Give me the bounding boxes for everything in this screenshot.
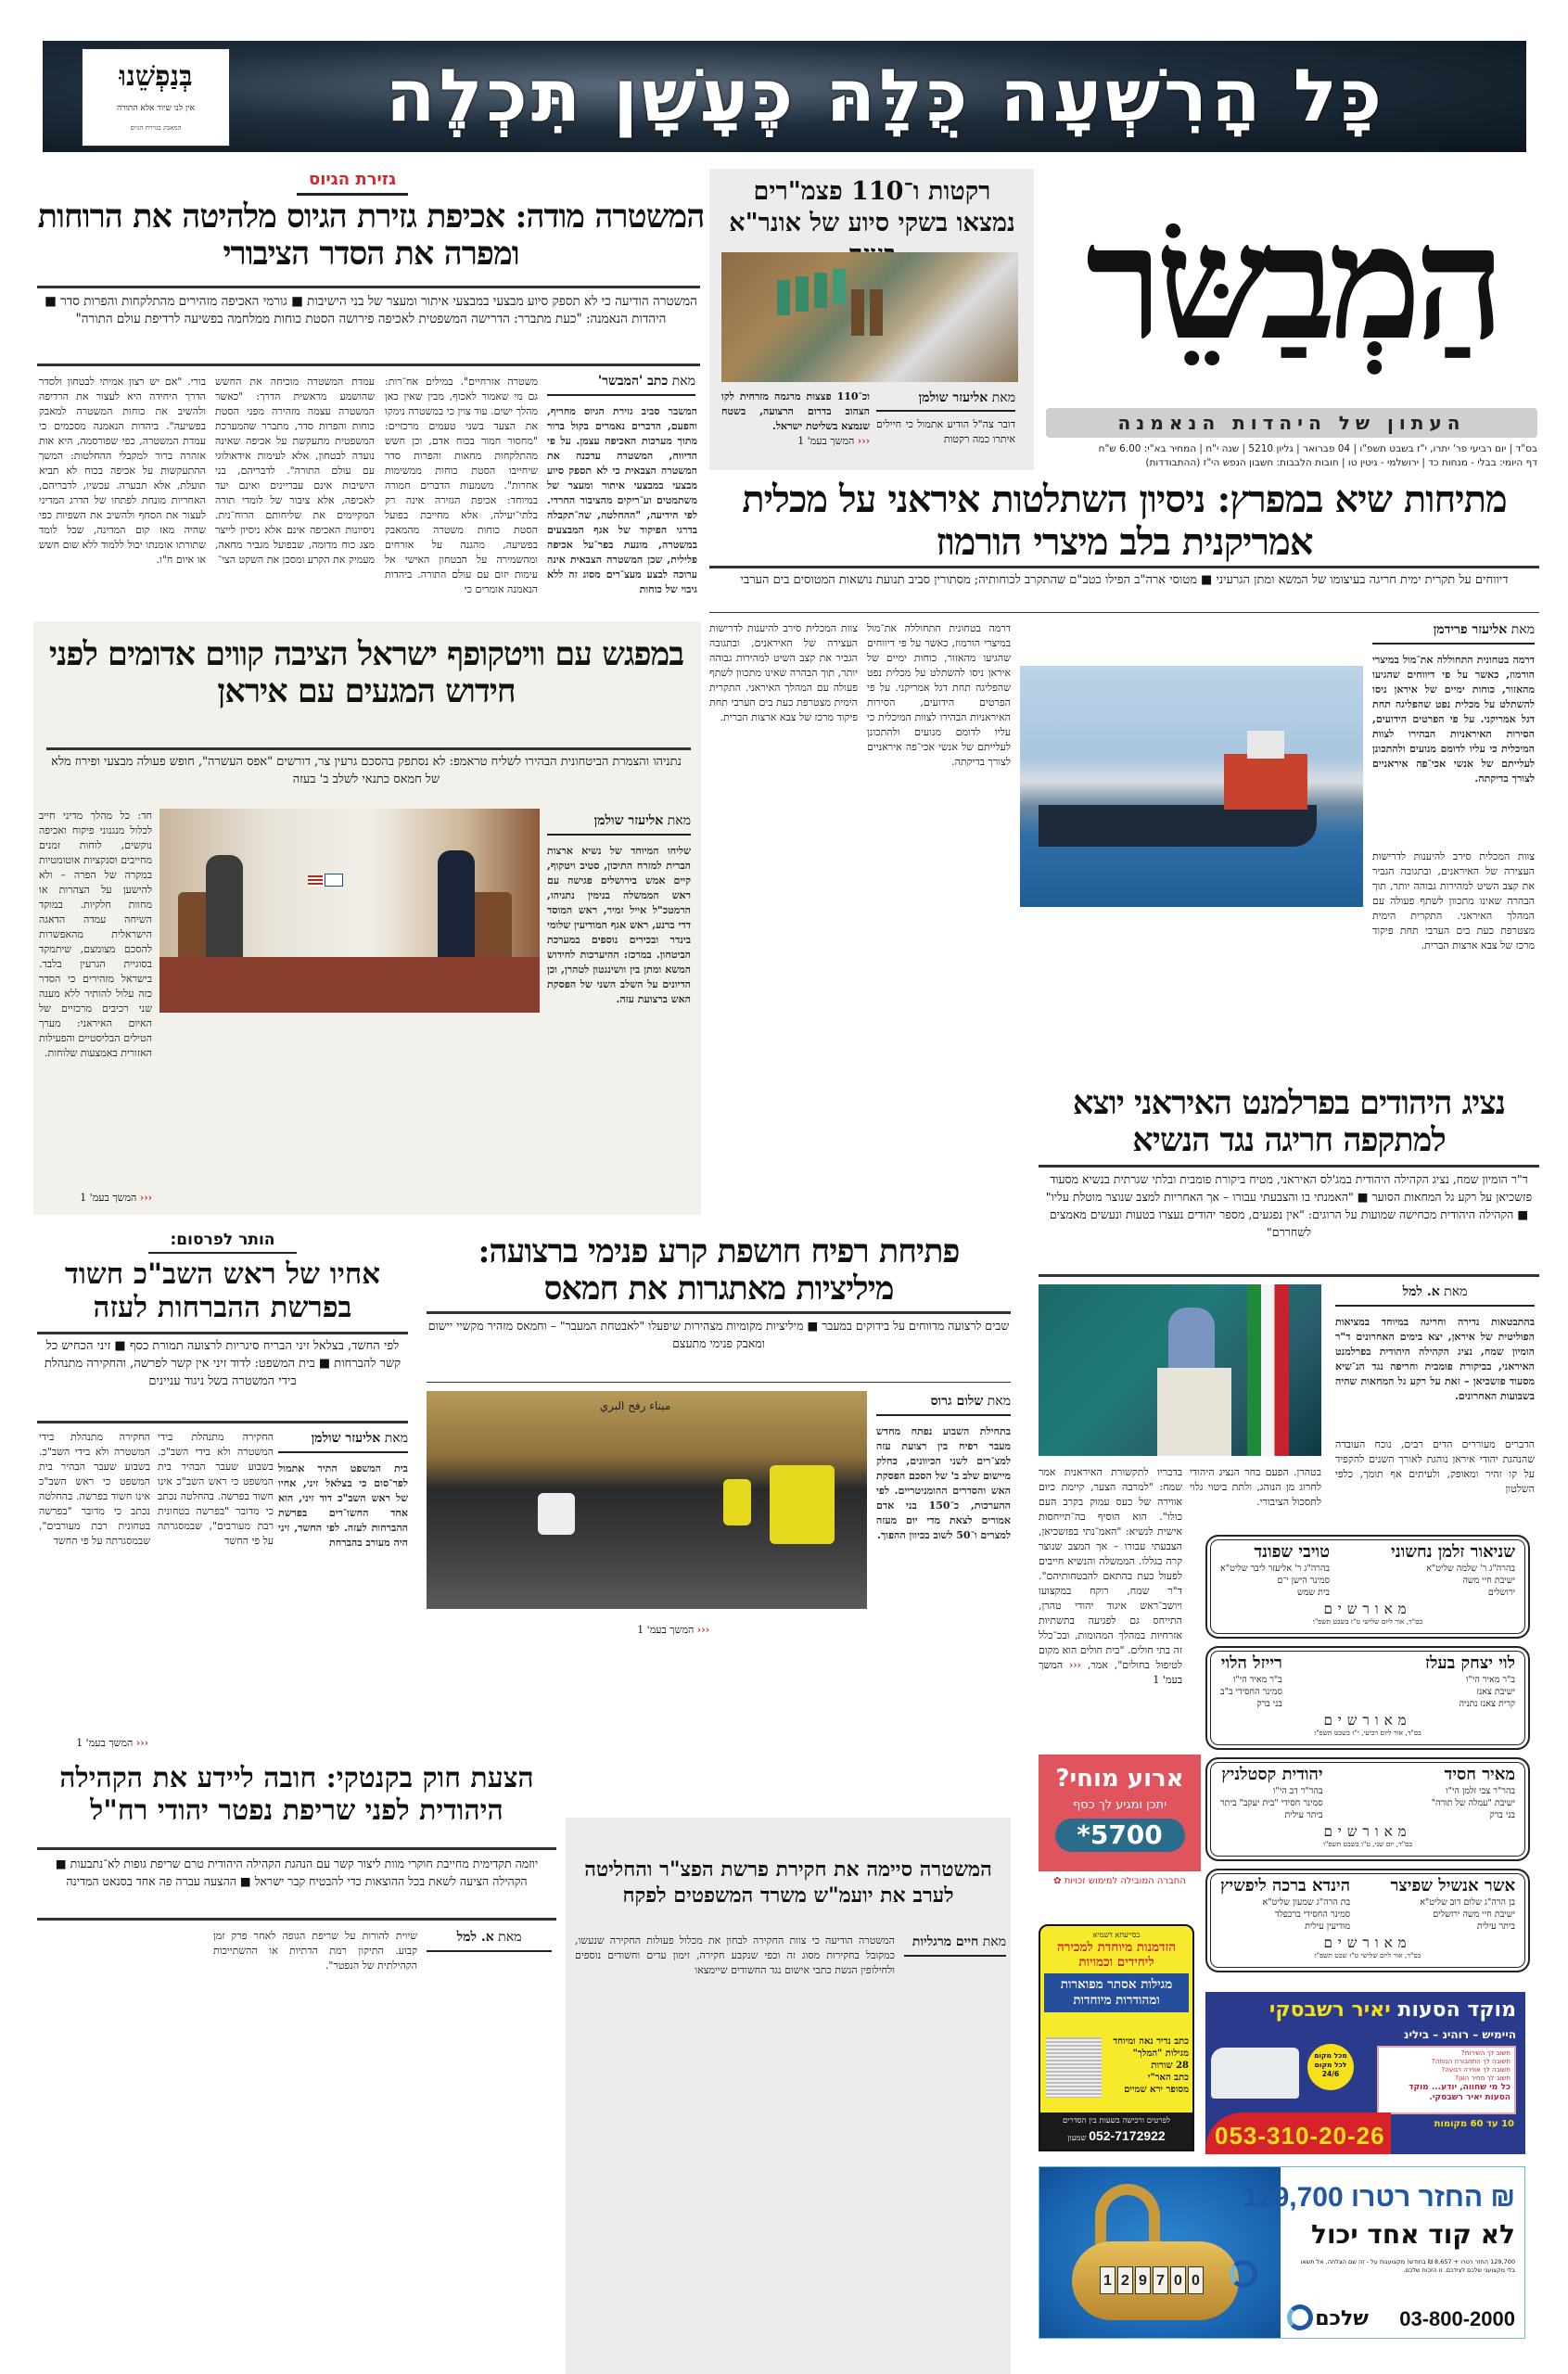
notice-label: מאורשים [1323,1601,1412,1617]
scroll-sample-image [1046,2037,1102,2098]
notice-line: ישיבת חיי משה [1462,1576,1515,1586]
divider [37,286,700,288]
continued-label: המשך בעמ' 1 [80,1192,137,1204]
notice-groom [1391,1542,1515,1599]
notice-bride [1220,1765,1323,1821]
notice-label: מאורשים [1323,1934,1412,1951]
rafah-byline [876,1393,1011,1416]
ad-title-name: יאיר רשבסקי [1268,1998,1391,2022]
notice-line: סמינר הישן י־ם [1277,1576,1331,1586]
divider [709,566,1539,568]
iran-parliament-headline[interactable]: נציג היהודים בפרלמנט האיראני יוצא למתקפה חריגה נגד הנשיא [1072,1084,1506,1159]
ad-title-prefix: מוקד הסעות [1397,1998,1516,2022]
rafah-headline[interactable]: פתיחת רפיח חושפת קרע פנימי ברצועה: מיליציות מאתגרות את חמאס [478,1232,960,1308]
banner-logo-name: בְּנַפְשֵׁנוּ [119,60,193,93]
kentucky-subhead: יוזמה תקדימית מחייבת חוקרי מוות ליצור קשר עם הנהגת הקהילה היהודית טרם שריפת גופות לא־נתבעות ■ הקהילה הציעה לשאת בכל ההוצאות כדי להבטיח קבר ישראל ■ ההצעה עברה פה אחד בסנאט המדינה [55,1857,539,1888]
probe-headline[interactable]: המשטרה סיימה את חקירת פרשת הפצ"ר והחליטה לערב את יועמ"ש משרד המשפטים לפקח [584,1857,992,1908]
divider [37,1421,408,1423]
notice-groom [1425,1653,1515,1710]
divider [37,1918,556,1921]
ad-phone: 053-310-20-26 [1215,2122,1385,2150]
notice-date: בס"ד, אור ליום שלישי ט"ז שבט תשפ"ו [1314,1951,1421,1959]
witkoff-headline[interactable]: במפגש עם וויטקופף ישראל הציבה קווים אדומים לפני חידוש המגעים עם איראן [48,635,684,710]
iran-parliament-lede: בהתבטאות נדירה וחריגה במיוחד במציאות הפוליטית של איראן, יצא בימים האחרונים ד"ר הומיון שמח, נציג הקהילה היהודית בפרלמנט האיראני, בביקורת פומבית וחריפה נגד הנ־שיא מסעוד פזשכיאן – זאת על רקע גל המחאות שהיה בשבועות האחרונים. [1335,1316,1535,1402]
gaza-body-right: דובר צה"ל הודיע אתמול כי חיילים איתרו כמה רקטות [876,418,1015,445]
notice-line: בני ברק [1489,1810,1515,1820]
dial-digit: 1 [1100,2266,1115,2294]
rafah-lede: בתחילת השבוע נפתח מחדש מעבר רפיח בין רצועת עזה למצ־רים לשני הכיוונים, כחלק מיישום שלב ב' של הסכם הפסקת האש והסדרים ההומניטריים. לפי ההערכות, כ־150 בני אדם אמורים לצאת מדי יום מעזה למצרים ו־50 לשוב בכיוון ההפוך. [876,1425,1011,1541]
ad-headline: הזדמנות מיוחדת למכירה ליחידים וכמויות [1056,1940,1177,1970]
draft-column-2: משטרה אזרחיים". במילים אח־רות: גם מי שאמור לאכוף, מבין שאין כאן מהלך ישים. עוד צוין כי במשטרה נימקו את הצעד בשני טעמים מרכזיים: "מחסור חמור בכוח אדם, וכן חשש מהתלקחות מחאות והפרות סדר שיחייבו הסטת כוחות ממשימות אחרות". משמעות הדברים חמורה במיוחד: אכיפת הגזירה אינה רק בלתי־יעילה, אלא מחייבת בפועל הסטת כוחות משטרה מהמאבק בפשיעה, מהגנה על אזרחים ומהשמירה על הבטחון האישי אל עימות יזום עם עולם התורה. ביהדות הנאמנה אומרים כי [385,376,538,595]
draft-column-3: עמדת המשטרה מוכיחה את החשש שהושמע מראשית הדרך: "כאשר המשטרה עצמה מזהירה מפני הסטת כוחות והפרות סדר, מתברר שהמערכת המשפטית מתעקשת על אכיפה שאינה נועדה לבטחון, אלא לעימות אידאולוגי עם עולם התורה". לדבריהם, בני הישיבות אינם עבריינים ואינם יעד לאכיפה, אלא ציבור של לומדי תורה המקיימים את שליחותם הרוח־נית. ניסיונות האכיפה אינם אלא ניסיון לייצר מצג כוח מדומה, שבפועל מגביר מחאה, מעמיק את הקרע ומסכן את השקט הצי־ [215,376,375,566]
ambulance [538,1493,575,1535]
ad-phone: 052-7172922 [1089,2128,1166,2143]
ad-line: יתכן ומגיע לך כסף [1072,1798,1167,1812]
draft-column-1: המשבר סביב גזירת הגיוס מחריף, והפעם, הדברים נאמרים בקול ברור מתוך מערכות האכיפה עצמן. על פי הדיווח, המשטרה עדכנה את המשטרה הצבאית כי לא תספק סיוע מבצעי במבצעי איתור ומעצר של משתמטים וע־ריקים מהציבור החרדי. לפי הידיעה, "ההחלטה, שה־תקבלה בדרגי הפיקוד של אגף המבצעים במשטרה, מונעת בפר־על אכיפה פלילית, שכן המשטרה הצבאית אינה ערוכה לבצע מעצ־רים מסוג זה ללא גיבוי של כוחות [547,405,697,595]
shabak-kicker: הותר לפרסום: [170,1231,275,1249]
ad-slogan: לא קוד אחד יכול [1311,2219,1515,2250]
notice-line: ביתר עילית [1476,1921,1515,1932]
continued-label: המשך בעמ' 1 [1039,1659,1182,1686]
dial-digit: 7 [1153,2266,1168,2294]
ad-fine-print: 129,700 החזר רטרו + 8,657 ₪ בחודש! מקצוענות על - זה שם הצלחה. אל תשאו בלי מקצועני שלכם לצידכם. זו הזכות שלכם. [1300,2258,1515,2274]
rafah-crossing-photo [427,1391,867,1609]
iran-parliament-body-3 [1039,1465,1182,1743]
notice-name: לוי יצחק בעלז [1424,1653,1515,1673]
notice-label: מאורשים [1323,1712,1412,1729]
photo-detail [833,269,846,304]
ad-feature: 28 שורות [1151,2061,1189,2071]
notice-line: ביתר עילית [1284,1810,1323,1820]
byline-name: שלום גרוס [930,1394,984,1409]
ad-blue-band: מגילות אסתר מפוארות ומהודרות מיוחדות [1044,1973,1189,2012]
witkoff-netanyahu-photo [159,809,540,1013]
ad-question: חשובה לך התחבורה הנוחה? [1432,2058,1511,2065]
witkoff-body-left: חד: כל מהלך מדיני חייב לכלול מנגנוני פיקוח ואכיפה נוקשים, לוחות זמנים מחייבים וסנקציות אוטומטיות במקרה של הפרה – ולא להישען על הצהרות או מחוות חלקיות. במוקד השיחה עמדה הדאגה הישראלית מהאפשרות להסכם מצומצם, שיתמקד בסוגיית הגרעין בלבד. בישראל מזהירים כי הסדר כזה עלול להותיר ללא מענה שני רכיבים מרכזיים של האיום האיראני: מערך הטילים הבליסטיים והפעילות האזורית באמצעות שלוחות. [39,810,152,1059]
iran-parliament-subhead: ד"ר הומיון שמח, נציג הקהילה היהודית במג'לס האיראני, מטיח ביקורת פומבית ובלתי שגרתית בנשיא מסעוד פזשכיאן על רקע גל המחאות הסוער ■ "האמנתי בו והצבעתי עבורו – אך האחריות למצב שנוצר מוטלת עליו" ■ הקהילה היהודית מכחישה שמועות על הרוגים: "אין נפגעים, מספר יהודים נעצרו בטעות ונעשים מאמצים לשחררם" [1045,1172,1533,1239]
ad-shlakem[interactable] [1039,2166,1525,2339]
witkoff-subhead: נתניהו והצמרת הביטחונית הבהירו לשליח טראמפ: לא נסתפק בהסכם גרעין צר, דורשים "אפס העשרה", חופש פעולה מבצעי ופירוז מלא של חמאס כתנאי לשלב ב' בעזה [51,755,682,786]
byline-name: חיים מרגליות [911,1934,979,1949]
divider [709,612,1539,613]
banner-logo [82,48,230,147]
notice-groom [1391,1876,1516,1933]
divider [37,364,700,366]
witkoff-byline [547,812,691,836]
masthead-title: הַמְבַשֵּׂר [1085,190,1498,376]
ad-question: חשובה לך אווירה רגועה? [1441,2066,1511,2074]
notice-groom [1432,1765,1515,1821]
shabak-body: החקירה מתנהלת בידי המשטרה ולא בידי השב"כ. בשבוע שעבר הבהיר בית המשפט כי ראש השב"כ אינו חשוד בפרשה. בהחלטה נכתב כי מדובר "בפרשה בטחונית רבת מעורבים", שבמסגרתה על פי החשד [158,1431,274,1547]
engagement-notice [1205,1535,1530,1639]
draft-byline [547,373,695,396]
notice-line: ב"ר מאיר הי"ו [1232,1675,1282,1685]
notice-bride [1220,1542,1330,1599]
notice-line: בן הרה"ג שלום דוב שליט"א [1420,1897,1515,1908]
notice-line: בית שמש [1297,1588,1331,1598]
kicker-rule [297,193,408,196]
iran-parliament-body-2: בטהרן. הפעם בחר הנציג היהודי לחרוג מן הנוהג, ולתת ביטוי גלוי לתסכול הציבורי. [1190,1466,1321,1508]
banner-slogan: כָּל הָרִשְׁעָה כֻּלָּהּ כֶּעָשָׁן תִּכְלֶה [385,55,1386,138]
draft-headline[interactable]: המשטרה מודה: אכיפת גזירת הגיוס מלהיטה את הרוחות ומפרה את הסדר הציבורי [37,198,705,273]
byline-prefix: מאת [667,813,691,828]
dial-digit: 0 [1188,2266,1204,2294]
byline-prefix: מאת [384,1431,408,1446]
notice-line: בהר"ר צבי זלמן הי"ו [1446,1786,1515,1796]
masthead [1046,167,1537,403]
kicker-rule [148,1252,297,1254]
issue-info [1046,442,1537,470]
ambulance [723,1479,751,1525]
ship-superstructure [1224,754,1307,810]
ad-phone: 03-800-2000 [1399,2307,1515,2330]
photo-detail [814,273,827,308]
notice-line: מודיעין עילית [1305,1921,1351,1932]
ad-feature: כתב האר"י [1147,2073,1189,2083]
divider [37,1332,408,1334]
dial-digit: 0 [1170,2266,1186,2294]
notice-name: אשר אנשיל שפיצר [1390,1876,1515,1895]
notice-bride [1220,1653,1282,1710]
banner-logo-subline: המאבק בגזירת הגיוס [130,124,182,132]
hormuz-body-col-2: דרמה בטחונית התחוללה את־מול במיצרי הורמוז, כאשר על פי דיווחים שהגיעו מהאזור, כוחות ימיים של איראן ניסו להשתלט על מכלית נפט שהפליגה תחת דגל אמריקני. על פי הפרטים הידועים, הסירות האיראניות הבהירו לצוות המיכלית כי עליו לדומם מנועים ולהתכונן לעלייתם של אנשי אכי־פה איראניים לצורך בדיקתה. [867,622,1011,768]
body-text: בדבריו לתקשורת האיראנית אמר שמח: "למרבה הצער, קיימת כיום אווירה של כעס עמוק בקרב העם כולו". הוא הוסיף בה־תייחסות אישית לנשיא: "האמ־נתי בפזשכיאן, הצבעתי עבורו – אך המצב שנוצר קרה בגללו. הממשלה והנשיא חייבים לפעול כעת בהתאם להבטחותיהם". ד"ר שמח, רוקח במקצועו ויושב־ראש איגוד יהודי טהרן, התייחס גם לפגיעה בתשתיות אזרחיות במהלך המהומות, ובכ־כלל זה בתי חולים. "בית חולים הוא מקום לטיפול בחולים", אמר, [1039,1466,1182,1671]
iran-parliament-photo [1039,1284,1321,1456]
ad-phone-code: *5700 [1055,1819,1185,1852]
hormuz-byline [1372,621,1535,645]
draft-kicker: גזירת הגיוס [308,170,397,189]
shabak-headline[interactable]: אחיו של ראש השב"כ חשוד בפרשת ההברחות לעזה [64,1257,381,1324]
ship-bridge [1247,731,1284,759]
issue-info-line-2: דף היומי: בבלי - מנחות כד | ירושלמי - גיטין טו | חובות הלבבות: חשבון הנפש הי"ז (ההתבודדות) [1145,457,1537,468]
continued-label: המשך בעמ' 1 [797,435,855,447]
iran-flag-icon [1247,1284,1289,1456]
chevrons-icon: ‹‹‹ [139,1192,152,1204]
continued-label: המשך בעמ' 1 [76,1737,134,1749]
israel-flag-icon [325,874,343,887]
flower-icon: ✿ [1053,1876,1062,1886]
byline-prefix: מאת [1444,1284,1468,1299]
divider [1039,1274,1539,1277]
chevrons-icon: ‹‹‹ [1068,1659,1082,1671]
ambulance [770,1465,835,1544]
notice-line: ב"ר מאיר הי"ו [1466,1675,1515,1685]
photo-detail [796,276,809,312]
shabak-byline [278,1430,408,1453]
engagement-notice [1205,1757,1530,1861]
ad-badge: מכל מקום לכל מקום 24/6 [1307,2044,1354,2090]
kentucky-body: שיוית להורות על שריפת הגופה לאחר פרק זמן קבוע. התיקון רמת הדתיות או ההשתייכות הקהילתית של הנפטר". [213,1930,417,1972]
ship-hull [1039,805,1317,847]
ad-amount: 129,700 [1243,2182,1344,2213]
hormuz-lede: דרמה בטחונית התחוללה את־מול במיצרי הורמוז, כאשר על פי דיווחים שהגיעו מהאזור, כוחות ימיים של איראן ניסו להשתלט על מכלית נפט שהפליגה תחת דגל אמריקני. על פי הפרטים הידועים, הסירות האיראניות הבהירו לצוות המיכלית כי עליו לדומם מנועים ולהתכונן לעלייתם של אנשי אכי־פה איראניים לצורך בדיקתה. [1372,654,1535,785]
notice-name: מאיר חסיד [1444,1765,1515,1784]
notice-name: טויבי שפונד [1254,1542,1331,1562]
gaza-body-text: וכ־110 פצצות מרגמה מזרחית לקו הצהוב בדרום הרצועה, בשטח שנמצא בשליטת ישראל. [721,390,870,432]
ad-feature: מסופר ירא שמיים [1124,2085,1189,2095]
rafah-sign: ميناء رفح البري [599,1399,671,1412]
byline-name: כתב 'המבשר' [597,374,669,389]
ad-title [1269,1997,1516,2023]
ad-movers[interactable] [1205,1992,1525,2154]
notice-name: יהודית קסטלניץ [1221,1765,1323,1784]
swirl-logo-icon [1287,2304,1313,2330]
byline-name: אליעזר שולמן [593,813,664,828]
gaza-photo [721,252,1018,382]
continued-link[interactable] [797,435,870,447]
padlock-icon [1072,2241,1239,2320]
podium [1157,1368,1231,1456]
ad-feature: מגילות "המלך" [1132,2049,1189,2059]
person-netanyahu [438,850,475,962]
gaza-body-left [721,389,870,449]
chevrons-icon: ‹‹‹ [135,1737,148,1749]
byline-prefix: מאת [987,1394,1011,1409]
notice-line: בהרה"ג ר' אליעזר ליבר שליט"א [1220,1564,1331,1574]
notice-line: בהרה"ג ר' שלמה שליט"א [1426,1564,1515,1574]
notice-line: סמינר החסידי ב"ב [1220,1687,1282,1697]
ad-contact-name: שמעון [1067,2134,1087,2143]
notice-line: ישיבת צאנז [1476,1687,1515,1697]
kentucky-headline[interactable]: הצעת חוק בקנטקי: חובה ליידע את הקהילה היהודית לפני שריפת נפטר יהודי רח"ל [59,1762,534,1827]
ad-org [1039,1871,1201,1910]
byline-name: אליעזר שולמן [311,1431,381,1446]
banner-logo-tagline: אין לנו שיור אלא התורה [117,104,195,113]
gaza-headline[interactable]: רקטות ו־110 פצמ"רים נמצאו בשקי סיוע של אונר"א [729,177,1015,237]
photo-detail [851,289,864,336]
ad-org-name: החברה המובילה למימוש זכויות [1064,1876,1186,1886]
divider [46,747,691,750]
iran-parliament-body-1: הדברים מעוררים הדים רבים, נוכח העובדה שהנהגת יהודי איראן נוהגת לאורך השנים להקפיד על קו זהיר ומאופק, ולעיתים אף תומך, כלפי השלטון [1335,1438,1535,1495]
byline-name: אליעזר פרידמן [1433,622,1508,637]
ad-headline-text: ₪ החזר רטרו [1351,2182,1515,2213]
notice-date: בס"ד, יום שני, ט"ו בשבט תשפ"ו [1322,1840,1413,1848]
shabak-continued[interactable] [37,1736,148,1753]
notice-name: הינדא ברכה ליפשיץ [1220,1876,1351,1895]
probe-byline [904,1934,1006,1957]
continued-label: המשך בעמ' 1 [637,1624,695,1636]
notice-label: מאורשים [1323,1823,1412,1840]
notice-line: סמינר החסידי ברכפלד [1274,1909,1351,1920]
notice-date: בס"ד, אור ליום שלישי ט"ז בשבט תשפ"ו [1312,1617,1423,1626]
ad-contact-line: לפרטים ורכישה בשעות בין הסדרים [1062,2116,1171,2125]
draft-column-4: בורי. "אם יש רצון אמיתי לבטחון ולסדר הדרך היחידה היא לעצור את הרדיפה ולהשיב את כוחות המשטרה למאבק בפשיעה". ביהדות הנאמנה מסכמים כי עמדת המשטרה, כפי שפורסמה, היא אות אזהרה ברור למקבלי ההחלטות: המשך ההתעקשות על אכיפה בכוח לא תביא תועלת, אלא תבערה. עכשיו, לדבריהם, האחריות מונחת לפתחו של הדרג המדיני לעצור את הסחף ולהשיב את השפיות כפי שהיה מאז קום המדינה, שכל לומד שתורתו אומנתו יכול ללמוד ללא שום חשש או איום ח"ו. [39,376,206,566]
witkoff-lede: שליחו המיוחד של נשיא ארצות הברית למזרח התיכון, סטיב ויטקוף, קיים אמש בירושלים פגישה עם ראש הממשלה בנימין נתניהו, הרמטכ"ל אייל זמיר, ראש המוסד דדי ברנע, ראש אגף המודיעין שלומי בינדר ובכירים נוספים במערכת הביטחון. במרכז: ההיערכות לחידוש המשא ומתן בין וושינגטון לטהרן, וכן הדיונים על השלב השני של הפסקת האש ברצועת עזה. [547,845,691,1005]
van-icon [1211,2048,1299,2099]
ad-kicker: בסייעתא דשמיא [1092,1931,1141,1939]
photo-detail [870,289,883,336]
tanker-photo [1020,666,1363,907]
notice-name: רייזל הלוי [1220,1653,1282,1673]
notice-line: קרית צאנז נתניה [1459,1699,1515,1709]
issue-info-line-1: בס"ד | יום רביעי פר' יתרו, י"ז בשבט תשפ"ו | 04 פברואר | גליון 5210 | שנה י"ח | המחיר בא"י: 6.00 ש"ח [1098,443,1537,454]
ad-headline [1243,2180,1515,2215]
hormuz-subhead: דיווחים על תקרית ימית חריגה בעיצומו של המשא ומתן הגרעיני ■ מטוסי ארה"ב הפילו כטב"ם שהתקרב לכוחותיה; מסתורין סביב תנועת נושאות המטוסים בים הערבי [740,573,1509,587]
chevrons-icon: ‹‹‹ [857,435,870,447]
divider [37,1847,556,1850]
engagement-notice [1205,1869,1530,1972]
divider [1039,1165,1539,1168]
photo-detail [777,280,790,315]
hormuz-body-col: צוות המכלית סירב להיענות לדרישות העצירה של האיראנים, ובתגובה הגביר את קצב השיט למהירות גבוהה יותר, תוך הבהרה שאינו מתכוון לשתף פעולה עם המהלך האיראני. התקרית הימית מצטרפת כעת בים הערבי תחת פיקוד מרכז של צבא ארצות הברית. [709,622,858,723]
engagement-notice [1205,1646,1530,1750]
ad-contact [1040,2112,1192,2150]
ad-stroke-rights[interactable] [1039,1755,1201,1910]
person-witkoff [206,855,243,966]
masthead-tagline: העתון של היהדות הנאמנה [1046,408,1537,438]
ad-vehicles: היימיש – רוהינ – בילינ [1404,2028,1516,2041]
shabak-subhead: לפי החשד, בצלאל זיני הבריח סיגריות לרצועה תמורת כסף ■ זיני הכחיש כל קשר להברחות ■ בית המשפט: לדוד זיני אין קשר לפרשה, והחקירה מתנהלת בידי המשטרה בשל ניגוד עניינים [44,1339,402,1388]
dial-digit: 2 [1117,2266,1133,2294]
witkoff-continued[interactable] [39,1191,152,1207]
ad-question: חשוב לך מחיר הוגן? [1455,2074,1511,2082]
notice-bride [1220,1876,1350,1933]
byline-name: א. למל [1402,1284,1440,1299]
kentucky-byline [427,1929,552,1952]
ad-feature: כתב נדיר נאה ומיוחד [1113,2036,1189,2047]
probe-body: המשטרה הודיעה כי צוות החקירה לבחון את מכלול פעולות החקירה שנעשו, כמקובל בחקירות מסוג זה וכפי שנקבע חקירה, זימון עדים וחשודים נוספים ולחילופין הגשת כתבי אישום נגד החשודים שיימצאו [575,1934,895,1976]
rug [159,957,540,1013]
ad-brand: שלכם [1315,2307,1369,2330]
byline-name: א. למל [456,1930,494,1945]
chevrons-icon: ‹‹‹ [696,1624,709,1636]
divider [427,1311,1011,1314]
notice-line: בת הרה"ג שמעון שליט"א [1262,1897,1351,1908]
notice-line: בני ברק [1256,1699,1282,1709]
ad-title: ארוע מוחי? [1055,1765,1184,1793]
hormuz-headline[interactable]: מתיחות שיא במפרץ: ניסיון השתלטות איראני על מכלית אמריקנית בלב מיצרי הורמוז [742,478,1507,564]
rafah-continued[interactable] [575,1623,709,1640]
notice-line: בהר"ר דב הי"ו [1272,1786,1323,1796]
byline-prefix: מאת [671,374,695,389]
combination-dial [1100,2266,1204,2294]
byline-name: אליעזר שולמן [918,390,988,405]
ad-questions [1377,2046,1516,2114]
iran-parliament-byline [1335,1283,1535,1307]
swirl-logo-icon [1230,2260,1257,2288]
dial-digit: 9 [1135,2266,1151,2294]
divider [427,1382,1011,1383]
byline-prefix: מאת [498,1930,522,1945]
us-flag-icon [308,875,323,887]
notice-date: בס"ד, אור ליום רביעי, י"ז בשבט תשפ"ו [1314,1729,1421,1737]
shabak-lede: בית המשפט התיר אתמול לפר־סום כי בצלאל זיני, אחיו של ראש השב"כ דוד זיני, הוא אחד החשו־דים בפרשת ההברחות לעזה. לפי החשד, זיני היה מעורב בהברחת [278,1462,408,1549]
draft-subhead: המשטרה הודיעה כי לא תספק סיוע מבצעי במבצעי איתור ומעצר של בני הישיבות ■ גורמי האכיפה מזהירים מהתלקחות והפרות סדר ■ היהדות הנאמנה: "כעת מתברר: הדרישה המשפטית לאכיפה פירושה הסטת כוחות ממלחמה בפשיעה לרדיפת עולם התורה" [45,294,697,326]
byline-prefix: מאת [1511,622,1535,637]
ad-capacity: 10 עד 60 מקומות [1434,2119,1514,2129]
notice-line: ישיבת "עמלה של תורה" [1431,1798,1515,1808]
notice-line: ישיבת חיי משה ירושלים [1433,1909,1515,1920]
ad-features [1103,2036,1189,2096]
byline-prefix: מאת [982,1934,1006,1949]
notice-line: ירושלים [1487,1588,1515,1598]
notice-name: שניאור זלמן נחשוני [1391,1542,1515,1562]
hormuz-body: צוות המכלית סירב להיענות לדרישות העצירה של האיראנים, ובתגובה הגביר את קצב השיט למהירות גבוהה יותר, תוך הבהרה שאינו מתכוון לשתף פעולה עם המהלך האיראני. התקרית הימית מצטרפת כעת בים הערבי תחת פיקוד מרכז של צבא ארצות הברית. [1372,850,1535,951]
rafah-subhead: שבים לרצועה מדווחים על בידוקים במעבר ■ מיליציות מקומיות מצהירות שיפעלו "לאבטחת המעבר" – וחמאס מזהיר מקשיי יישום ומאבק פנימי מתעצם [427,1319,1010,1350]
ad-megillah[interactable] [1039,1924,1194,2151]
byline-prefix: מאת [991,390,1015,405]
ad-question: חשוב לך השירות? [1461,2049,1511,2057]
shabak-body-2: החקירה מתנהלת בידי המשטרה ולא בידי השב"כ. בשבוע שעבר הבהיר בית המשפט כי ראש השב"כ אינו חשוד בפרשה. בהחלטה נכתב כי מדובר "בפרשה בטחונית רבת מעורבים", שבמסגרתה על פי החשד [39,1431,150,1547]
ad-tagline: כל מי שחווה, יודע... מוקד הסעות יאיר רשבסקי. [1409,2083,1511,2102]
gaza-byline [876,389,1015,412]
notice-line: סמינר חסידי "בית יעקב" ביתר [1220,1798,1323,1808]
